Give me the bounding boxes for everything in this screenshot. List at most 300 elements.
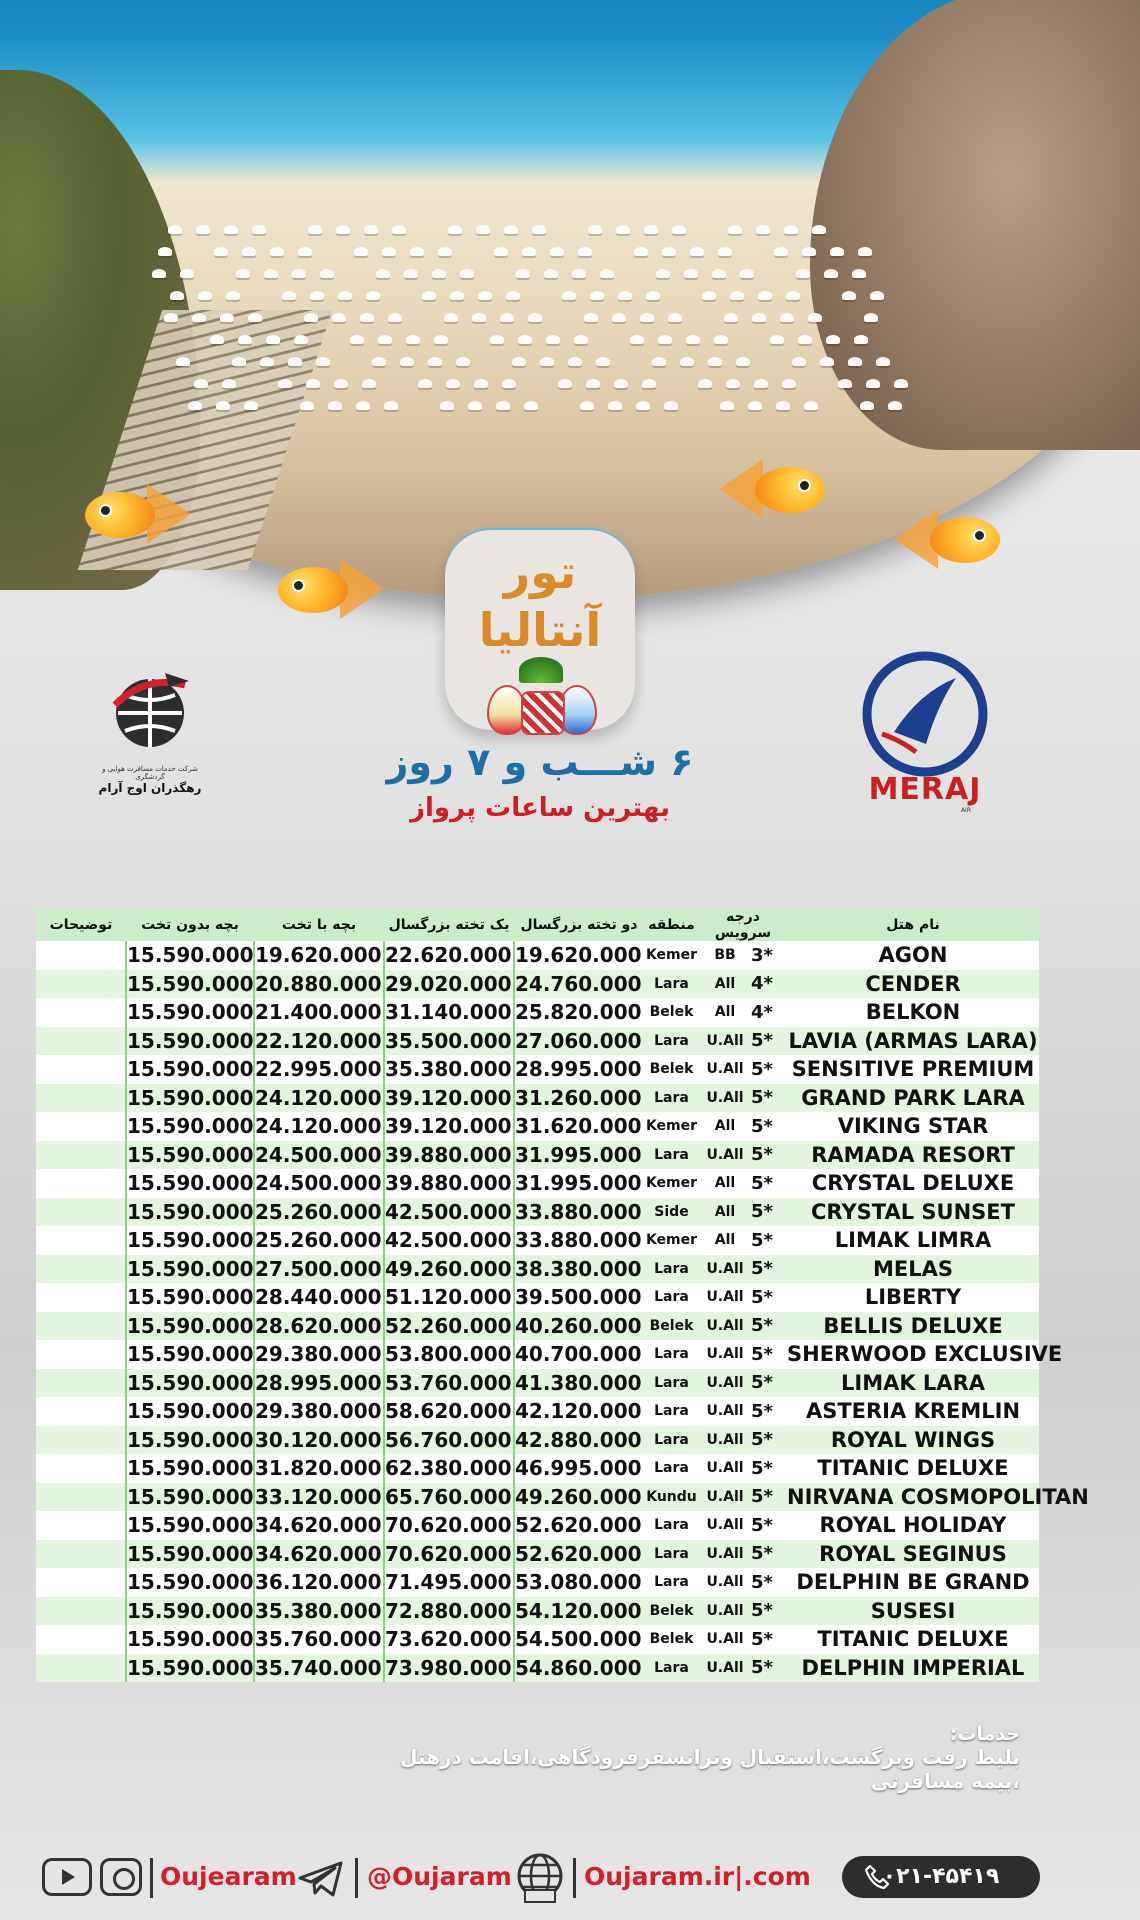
oujaram-logo	[95, 665, 205, 795]
umbrella-icon	[496, 401, 510, 410]
table-row	[36, 1483, 1039, 1512]
phone-button[interactable]	[842, 1856, 1040, 1898]
cell-child-nobed: 15.590.000	[126, 1198, 254, 1227]
cell-child-bed: 28.995.000	[254, 1369, 384, 1398]
cell-service: All	[714, 975, 736, 992]
umbrella-icon	[522, 247, 536, 256]
umbrella-icon	[516, 269, 530, 278]
umbrella-icon	[304, 313, 318, 322]
cell-region: Lara	[654, 1032, 689, 1049]
umbrella-icon	[170, 291, 184, 300]
cell-child-nobed: 15.590.000	[126, 1654, 254, 1683]
cell-double: 31.995.000	[514, 1169, 644, 1198]
umbrella-icon	[308, 225, 322, 234]
header-double: دو تخته بزرگسال	[514, 909, 644, 941]
phone-number: ۰۲۱-۴۵۴۱۹	[882, 1864, 1000, 1889]
cell-single: 39.120.000	[384, 1084, 514, 1113]
umbrella-icon	[316, 357, 330, 366]
cell-region: Belek	[649, 1631, 694, 1648]
website-link[interactable]: Oujaram.ir|.com	[584, 1862, 811, 1891]
umbrella-icon	[740, 269, 754, 278]
cell-single: 73.620.000	[384, 1625, 514, 1654]
umbrella-icon	[780, 313, 794, 322]
cell-double: 38.380.000	[514, 1255, 644, 1284]
cell-notes	[36, 1198, 126, 1227]
umbrella-icon	[512, 357, 526, 366]
cell-child-nobed: 15.590.000	[126, 1312, 254, 1341]
cell-notes	[36, 1141, 126, 1170]
umbrella-icon	[364, 225, 378, 234]
umbrella-icon	[406, 335, 420, 344]
cell-single: 58.620.000	[384, 1397, 514, 1426]
table-row	[36, 1141, 1039, 1170]
cell-child-nobed: 15.590.000	[126, 1084, 254, 1113]
umbrella-icon	[244, 401, 258, 410]
instagram-icon[interactable]	[100, 1858, 142, 1896]
umbrella-icon	[320, 269, 334, 278]
cell-stars: 5*	[751, 1628, 773, 1650]
umbrella-icon	[618, 291, 632, 300]
cell-child-bed: 22.120.000	[254, 1027, 384, 1056]
cell-single: 70.620.000	[384, 1540, 514, 1569]
cell-child-bed: 34.620.000	[254, 1540, 384, 1569]
umbrella-icon	[644, 225, 658, 234]
youtube-icon[interactable]	[42, 1858, 92, 1896]
umbrella-icon	[826, 335, 840, 344]
umbrella-icon	[636, 401, 650, 410]
umbrella-icon	[332, 313, 346, 322]
cell-notes	[36, 1568, 126, 1597]
cell-notes	[36, 1654, 126, 1683]
umbrella-icon	[334, 379, 348, 388]
cell-hotel: TITANIC DELUXE	[817, 1456, 1009, 1481]
cell-child-bed: 20.880.000	[254, 970, 384, 999]
cell-child-bed: 29.380.000	[254, 1340, 384, 1369]
cell-region: Belek	[649, 1602, 694, 1619]
umbrella-icon	[756, 225, 770, 234]
umbrella-icon	[652, 357, 666, 366]
umbrella-icon	[776, 401, 790, 410]
divider	[573, 1858, 576, 1898]
umbrella-icon	[248, 313, 262, 322]
cell-double: 54.860.000	[514, 1654, 644, 1683]
instagram-handle[interactable]: Oujearam	[160, 1862, 297, 1891]
cell-service: U.All	[706, 1631, 744, 1648]
cell-notes	[36, 1597, 126, 1626]
cell-hotel: BELKON	[865, 1000, 961, 1025]
cell-child-bed: 25.260.000	[254, 1198, 384, 1227]
cell-region: Lara	[654, 1260, 689, 1277]
cell-child-nobed: 15.590.000	[126, 998, 254, 1027]
cell-stars: 5*	[751, 1286, 773, 1308]
umbrella-icon	[440, 401, 454, 410]
cell-stars: 5*	[751, 1087, 773, 1109]
umbrella-icon	[774, 247, 788, 256]
cell-double: 54.500.000	[514, 1625, 644, 1654]
cell-service: U.All	[706, 1659, 744, 1676]
cell-region: Lara	[654, 1289, 689, 1306]
umbrella-icon	[668, 313, 682, 322]
cell-service: U.All	[706, 1346, 744, 1363]
cell-child-nobed: 15.590.000	[126, 1369, 254, 1398]
umbrella-icon	[830, 247, 844, 256]
umbrella-icon	[646, 291, 660, 300]
umbrella-icon	[728, 225, 742, 234]
cell-notes	[36, 1397, 126, 1426]
cell-region: Lara	[654, 1431, 689, 1448]
cell-region: Lara	[654, 1403, 689, 1420]
divider	[355, 1858, 358, 1898]
services-details: بلیط رفت وبرگشت،استقبال وترانسفرفرودگاهی،اقامت درهتل ،بیمه مسافرتی	[400, 1745, 1020, 1793]
cell-single: 42.500.000	[384, 1226, 514, 1255]
cell-hotel: NIRVANA COSMOPOLITAN	[787, 1484, 1089, 1509]
umbrella-icon	[782, 379, 796, 388]
cell-service: U.All	[706, 1317, 744, 1334]
table-row	[36, 1454, 1039, 1483]
umbrella-icon	[796, 269, 810, 278]
cell-notes	[36, 1084, 126, 1113]
telegram-handle[interactable]: @Oujaram	[367, 1862, 512, 1891]
services-section	[360, 1723, 1020, 1793]
table-row	[36, 941, 1039, 970]
cell-service: U.All	[706, 1146, 744, 1163]
umbrella-icon	[686, 335, 700, 344]
umbrella-icon	[680, 357, 694, 366]
umbrella-icon	[558, 379, 572, 388]
header-child-nobed: بچه بدون تخت	[126, 909, 254, 941]
cell-notes	[36, 970, 126, 999]
cell-child-nobed: 15.590.000	[126, 1397, 254, 1426]
cell-single: 35.500.000	[384, 1027, 514, 1056]
umbrella-icon	[656, 269, 670, 278]
umbrella-icon	[226, 291, 240, 300]
umbrella-icon	[354, 247, 368, 256]
header-grade-service: درجه سرویس	[699, 909, 787, 941]
goldfish-icon	[85, 480, 195, 550]
umbrella-icon	[450, 291, 464, 300]
cell-region: Lara	[654, 1460, 689, 1477]
umbrella-icon	[876, 357, 890, 366]
umbrella-icon	[356, 401, 370, 410]
cell-double: 42.880.000	[514, 1426, 644, 1455]
umbrella-icon	[630, 335, 644, 344]
umbrella-icon	[494, 247, 508, 256]
umbrella-icon	[702, 291, 716, 300]
umbrella-icon	[232, 357, 246, 366]
cell-single: 51.120.000	[384, 1283, 514, 1312]
sabzeh-icon	[519, 657, 563, 683]
table-row	[36, 1369, 1039, 1398]
cell-service: U.All	[706, 1460, 744, 1477]
meraj-logo	[855, 652, 995, 814]
telegram-icon[interactable]	[297, 1860, 345, 1898]
table-row	[36, 1198, 1039, 1227]
table-row	[36, 1055, 1039, 1084]
umbrella-icon	[698, 379, 712, 388]
umbrella-icon	[192, 313, 206, 322]
cell-stars: 5*	[751, 1543, 773, 1565]
umbrella-icon	[754, 379, 768, 388]
umbrella-icon	[288, 357, 302, 366]
cell-child-bed: 35.760.000	[254, 1625, 384, 1654]
umbrella-icon	[378, 335, 392, 344]
umbrella-icon	[804, 401, 818, 410]
umbrella-icon	[784, 225, 798, 234]
umbrella-icon	[562, 291, 576, 300]
umbrella-icon	[642, 379, 656, 388]
cell-child-nobed: 15.590.000	[126, 941, 254, 970]
umbrella-icon	[640, 313, 654, 322]
umbrella-icon	[252, 225, 266, 234]
cell-region: Lara	[654, 975, 689, 992]
umbrella-icon	[574, 335, 588, 344]
cell-single: 42.500.000	[384, 1198, 514, 1227]
umbrella-icon	[428, 357, 442, 366]
cell-child-bed: 22.995.000	[254, 1055, 384, 1084]
umbrella-icon	[444, 313, 458, 322]
header-single: یک تخته بزرگسال	[384, 909, 514, 941]
cell-double: 40.700.000	[514, 1340, 644, 1369]
umbrella-icon	[198, 291, 212, 300]
cell-hotel: ASTERIA KREMLIN	[805, 1399, 1021, 1424]
umbrella-icon	[242, 247, 256, 256]
umbrella-icon	[476, 225, 490, 234]
umbrella-icon	[820, 357, 834, 366]
cell-notes	[36, 1540, 126, 1569]
cell-region: Lara	[654, 1517, 689, 1534]
umbrella-icon	[664, 401, 678, 410]
cell-child-nobed: 15.590.000	[126, 1027, 254, 1056]
umbrella-icon	[684, 269, 698, 278]
umbrella-icon	[292, 269, 306, 278]
umbrella-icon	[362, 379, 376, 388]
umbrella-icon	[366, 291, 380, 300]
cell-service: U.All	[706, 1260, 744, 1277]
cell-hotel: SUSESI	[870, 1598, 956, 1623]
cell-region: Belek	[649, 1317, 694, 1334]
cell-child-nobed: 15.590.000	[126, 1112, 254, 1141]
cell-child-nobed: 15.590.000	[126, 1141, 254, 1170]
umbrella-icon	[500, 313, 514, 322]
umbrella-icon	[714, 335, 728, 344]
cell-notes	[36, 1255, 126, 1284]
cell-stars: 5*	[751, 1258, 773, 1280]
umbrella-icon	[866, 379, 880, 388]
umbrella-icon	[300, 401, 314, 410]
umbrella-icon	[336, 225, 350, 234]
umbrella-icon	[224, 225, 238, 234]
cell-service: All	[714, 1004, 736, 1021]
cell-single: 49.260.000	[384, 1255, 514, 1284]
cell-stars: 5*	[751, 1201, 773, 1223]
umbrella-icon	[588, 225, 602, 234]
cell-stars: 5*	[751, 1400, 773, 1422]
umbrella-icon	[550, 247, 564, 256]
umbrella-icon	[392, 225, 406, 234]
cell-notes	[36, 1112, 126, 1141]
cell-service: U.All	[706, 1545, 744, 1562]
umbrella-icon	[384, 401, 398, 410]
cell-hotel: BELLIS DELUXE	[823, 1313, 1003, 1338]
umbrella-icon	[388, 313, 402, 322]
umbrella-icon	[802, 247, 816, 256]
cell-child-nobed: 15.590.000	[126, 1283, 254, 1312]
cell-region: Lara	[654, 1545, 689, 1562]
cell-stars: 5*	[751, 1343, 773, 1365]
logo-left-subtitle: شرکت خدمات مسافرت هوایی و گردشگری	[102, 765, 198, 781]
cell-double: 41.380.000	[514, 1369, 644, 1398]
umbrella-icon	[260, 357, 274, 366]
goldfish-icon	[278, 555, 388, 625]
table-header-row	[36, 909, 1039, 941]
umbrella-icon	[532, 225, 546, 234]
cell-child-bed: 24.120.000	[254, 1112, 384, 1141]
cell-child-nobed: 15.590.000	[126, 1597, 254, 1626]
umbrella-icon	[544, 269, 558, 278]
umbrella-icon	[372, 357, 386, 366]
services-title: خدمات:	[949, 1723, 1020, 1745]
umbrella-icon	[222, 379, 236, 388]
cell-double: 39.500.000	[514, 1283, 644, 1312]
cell-double: 54.120.000	[514, 1597, 644, 1626]
cell-hotel: AGON	[878, 943, 948, 968]
cell-notes	[36, 1312, 126, 1341]
cell-stars: 5*	[751, 1030, 773, 1052]
cell-child-bed: 21.400.000	[254, 998, 384, 1027]
cell-child-nobed: 15.590.000	[126, 1255, 254, 1284]
table-row	[36, 1169, 1039, 1198]
meraj-sub: AIR	[960, 807, 971, 814]
cell-hotel: LIMAK LARA	[841, 1370, 985, 1395]
cell-notes	[36, 1027, 126, 1056]
cell-child-bed: 19.620.000	[254, 941, 384, 970]
umbrella-icon	[578, 247, 592, 256]
cell-stars: 5*	[751, 1571, 773, 1593]
umbrella-icon	[718, 247, 732, 256]
umbrella-icon	[434, 335, 448, 344]
umbrella-icon	[152, 269, 166, 278]
umbrella-icon	[870, 291, 884, 300]
cell-single: 22.620.000	[384, 941, 514, 970]
umbrella-icon	[854, 335, 868, 344]
umbrella-icon	[758, 291, 772, 300]
umbrella-icon	[736, 357, 750, 366]
cell-hotel: LAVIA (ARMAS LARA)	[788, 1028, 1038, 1053]
cell-child-nobed: 15.590.000	[126, 1625, 254, 1654]
umbrella-icon	[672, 225, 686, 234]
cell-hotel: CRYSTAL SUNSET	[811, 1199, 1015, 1224]
cell-double: 31.260.000	[514, 1084, 644, 1113]
footer-contact-bar	[0, 1850, 1080, 1910]
umbrella-icon	[474, 379, 488, 388]
umbrella-icon	[838, 379, 852, 388]
cell-stars: 5*	[751, 1229, 773, 1251]
umbrella-icon	[580, 401, 594, 410]
cell-child-nobed: 15.590.000	[126, 1511, 254, 1540]
cell-child-nobed: 15.590.000	[126, 1055, 254, 1084]
umbrella-icon	[748, 401, 762, 410]
cell-service: U.All	[706, 1061, 744, 1078]
table-body	[36, 941, 1089, 1682]
cell-hotel: VIKING STAR	[837, 1114, 989, 1139]
umbrella-icon	[858, 247, 872, 256]
cell-single: 72.880.000	[384, 1597, 514, 1626]
table-row	[36, 1568, 1039, 1597]
divider	[150, 1858, 153, 1898]
umbrella-icon	[616, 225, 630, 234]
cell-single: 31.140.000	[384, 998, 514, 1027]
cell-hotel: MELAS	[872, 1256, 953, 1281]
umbrella-icon	[382, 247, 396, 256]
umbrella-icon	[456, 357, 470, 366]
table-row	[36, 998, 1039, 1027]
cell-double: 19.620.000	[514, 941, 644, 970]
umbrella-icon	[842, 291, 856, 300]
umbrella-icon	[180, 269, 194, 278]
cell-child-nobed: 15.590.000	[126, 1169, 254, 1198]
table-row	[36, 1597, 1039, 1626]
table-row	[36, 1654, 1039, 1683]
cell-service: All	[714, 1232, 736, 1249]
table-row	[36, 970, 1039, 999]
umbrella-icon	[894, 379, 908, 388]
logo-left-name: رهگذران اوج آرام	[98, 781, 202, 795]
cell-child-bed: 33.120.000	[254, 1483, 384, 1512]
umbrella-icon	[888, 401, 902, 410]
umbrella-icon	[404, 269, 418, 278]
cell-single: 53.760.000	[384, 1369, 514, 1398]
umbrella-icon	[298, 247, 312, 256]
cell-region: Belek	[649, 1004, 694, 1021]
cell-single: 39.880.000	[384, 1141, 514, 1170]
cell-double: 33.880.000	[514, 1198, 644, 1227]
cell-region: Lara	[654, 1659, 689, 1676]
cell-stars: 5*	[751, 1058, 773, 1080]
cell-service: U.All	[706, 1602, 744, 1619]
cell-notes	[36, 1283, 126, 1312]
umbrella-icon	[306, 379, 320, 388]
cell-stars: 3*	[751, 944, 773, 966]
umbrella-icon	[400, 357, 414, 366]
umbrella-icon	[278, 379, 292, 388]
umbrella-icon	[600, 269, 614, 278]
umbrella-icon	[590, 291, 604, 300]
phone-icon	[864, 1864, 890, 1890]
cell-child-nobed: 15.590.000	[126, 1340, 254, 1369]
cell-child-bed: 24.500.000	[254, 1141, 384, 1170]
cell-single: 29.020.000	[384, 970, 514, 999]
umbrella-icon	[852, 269, 866, 278]
meraj-emblem-icon	[860, 652, 990, 772]
globe-www-icon[interactable]	[515, 1852, 565, 1904]
tour-title-line2: آنتالیا	[478, 603, 602, 657]
cell-service: U.All	[706, 1431, 744, 1448]
umbrella-icon	[726, 379, 740, 388]
umbrella-icon	[724, 313, 738, 322]
table-row	[36, 1255, 1039, 1284]
cell-hotel: DELPHIN BE GRAND	[796, 1570, 1030, 1595]
cell-double: 28.995.000	[514, 1055, 644, 1084]
cell-double: 24.760.000	[514, 970, 644, 999]
cell-region: Side	[654, 1203, 689, 1220]
cell-notes	[36, 1483, 126, 1512]
cell-child-bed: 35.740.000	[254, 1654, 384, 1683]
umbrella-icon	[690, 247, 704, 256]
cell-hotel: SENSITIVE PREMIUM	[791, 1057, 1035, 1082]
cell-hotel: ROYAL HOLIDAY	[819, 1513, 1007, 1538]
cell-notes	[36, 1169, 126, 1198]
cell-child-bed: 35.380.000	[254, 1597, 384, 1626]
